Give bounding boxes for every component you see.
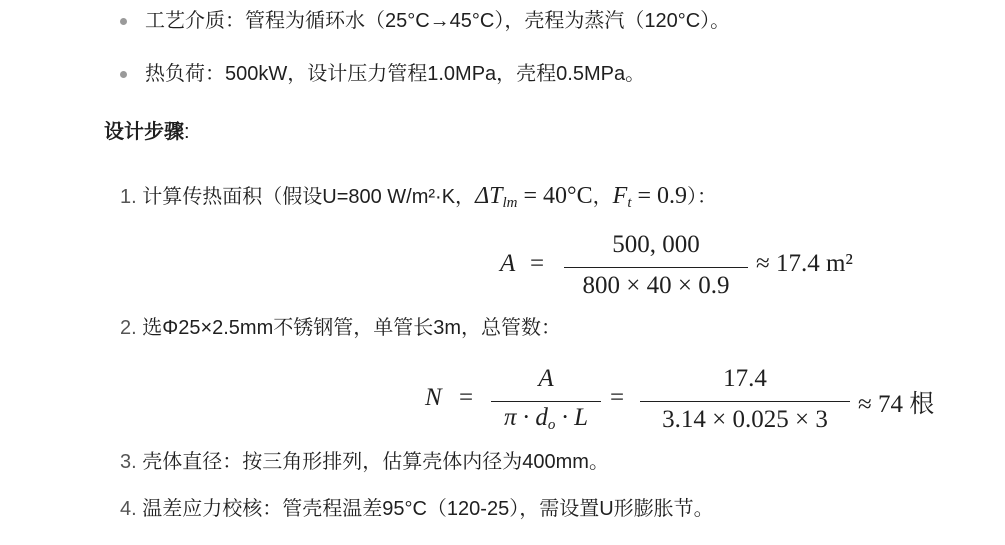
section-heading-colon: : xyxy=(184,121,190,143)
fraction-bar xyxy=(491,401,601,402)
eq-result: ≈ 17.4 m² xyxy=(756,250,853,277)
math-delta-symbol: ΔT xyxy=(475,183,503,209)
math-sub-lm: lm xyxy=(502,195,518,211)
eq2-numerator-2: 17.4 xyxy=(723,365,767,392)
step-2 xyxy=(120,314,561,342)
math-ft-var: F xyxy=(612,183,628,209)
math-ft xyxy=(613,183,687,209)
math-delta xyxy=(475,183,593,209)
eq-lhs: A xyxy=(500,250,516,277)
fraction-bar xyxy=(564,267,748,268)
step-text: 计算传热面积（假设U=800 W/m²·K， xyxy=(142,186,476,208)
eq-equals: = xyxy=(530,250,545,277)
eq2-numerator-1: A xyxy=(538,365,554,392)
step-1 xyxy=(120,182,717,211)
step-tail: ）： xyxy=(687,186,718,208)
math-delta-value: = 40°C xyxy=(517,183,593,209)
step-text: 温差应力校核：管壳程温差95°C（120-25），需设置U形膨胀节。 xyxy=(142,498,714,520)
equation-area xyxy=(500,228,890,304)
section-heading xyxy=(104,118,190,146)
step-text: 壳体直径：按三角形排列，估算壳体内径为400mm。 xyxy=(142,451,609,473)
eq2-equals-2: = xyxy=(610,384,625,411)
eq2-d: d xyxy=(535,404,548,431)
section-heading-bold: 设计步骤 xyxy=(104,121,184,143)
eq2-lhs: N xyxy=(425,384,442,411)
bullet-dot xyxy=(120,18,127,25)
step-number: 2. xyxy=(120,317,137,339)
eq2-denominator-2: 3.14 × 0.025 × 3 xyxy=(662,406,828,433)
fraction-bar xyxy=(640,401,850,402)
eq2-sub-o: o xyxy=(547,417,556,433)
step-3 xyxy=(120,448,609,476)
step-number: 1. xyxy=(120,186,137,208)
eq2-denominator-1 xyxy=(491,404,601,432)
step-sep: ， xyxy=(592,186,613,208)
step-number: 3. xyxy=(120,451,137,473)
equation-area-2 xyxy=(425,362,965,438)
eq-denominator: 800 × 40 × 0.9 xyxy=(582,272,730,299)
eq-fraction xyxy=(564,228,748,304)
eq2-fraction-2 xyxy=(640,362,850,438)
step-text: 选Φ25×2.5mm不锈钢管，单管长3m，总管数： xyxy=(142,317,562,339)
eq2-pi: π · xyxy=(504,404,536,431)
eq-numerator: 500, 000 xyxy=(612,231,700,258)
step-number: 4. xyxy=(120,498,137,520)
eq2-result: ≈ 74 根 xyxy=(858,391,935,418)
eq2-fraction-1 xyxy=(491,362,601,438)
eq2-L: · L xyxy=(555,404,588,431)
bullet-dot xyxy=(120,71,127,78)
math-ft-value: = 0.9 xyxy=(631,183,688,209)
bullet-item-heat-load: 热负荷：500kW，设计压力管程1.0MPa，壳程0.5MPa。 xyxy=(145,63,646,85)
eq2-equals-1: = xyxy=(459,384,474,411)
step-4 xyxy=(120,495,714,523)
math-sub-t: t xyxy=(627,195,632,211)
bullet-item-medium: 工艺介质：管程为循环水（25°C→45°C），壳程为蒸汽（120°C）。 xyxy=(145,10,731,32)
